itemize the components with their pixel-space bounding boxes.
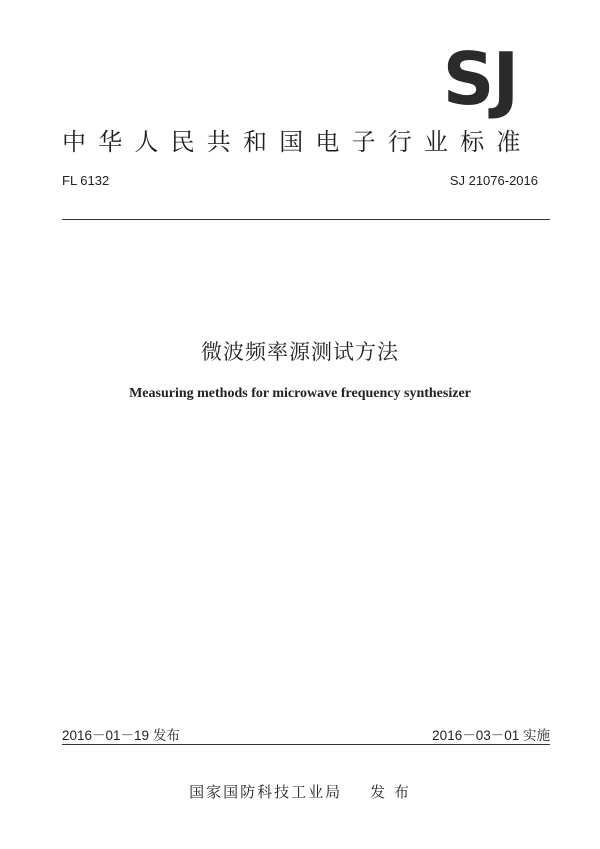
classification-code: FL 6132: [62, 173, 110, 188]
sj-logo: SJ: [442, 37, 518, 121]
publish-action: 发 布: [370, 783, 411, 801]
document-title-chinese: 微波频率源测试方法: [201, 340, 399, 364]
standard-number: SJ 21076-2016: [449, 173, 538, 188]
organization-title: 中华人民共和国电子行业标准: [62, 128, 533, 156]
header-divider: [62, 219, 550, 220]
implementation-date: 2016－03－01 实施: [432, 728, 550, 743]
publisher-line: [0, 781, 600, 802]
publisher-name: 国家国防科技工业局: [189, 783, 343, 801]
issue-date: 2016－01－19 发布: [62, 728, 180, 743]
footer-divider: [62, 744, 550, 745]
document-title-english: Measuring methods for microwave frequency synthesizer: [129, 386, 471, 401]
